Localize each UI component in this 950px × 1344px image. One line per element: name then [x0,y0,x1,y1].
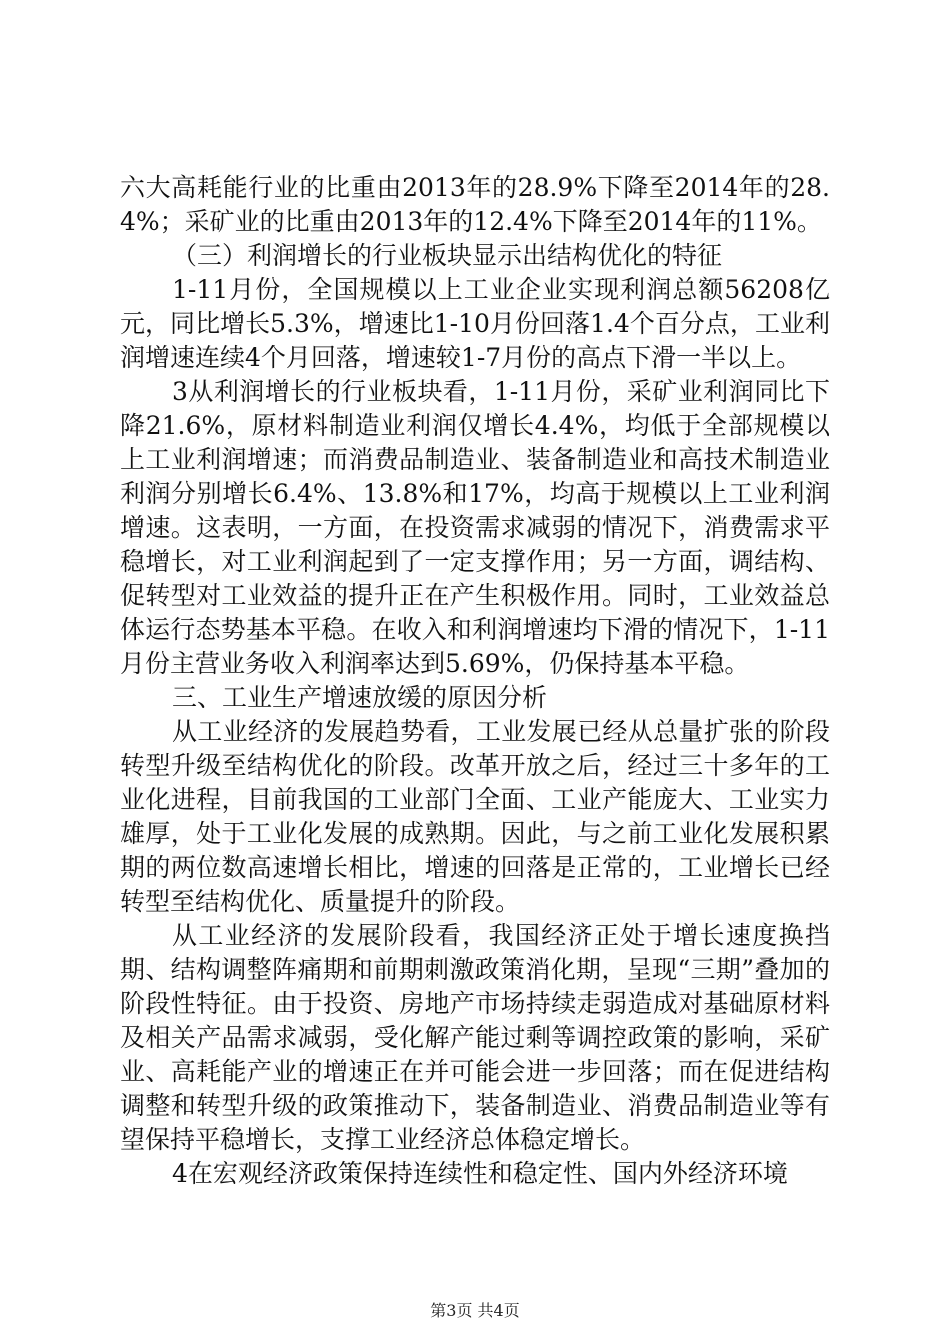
page-number-footer: 第3页 共4页 [430,1301,520,1320]
paragraph-profit-total: 1-11月份，全国规模以上工业企业实现利润总额56208亿元，同比增长5.3%，增速比1-10月份回落1.4个百分点，工业利润增速连续4个月回落，增速较1-7月份的高点下滑一半以上。 [120,275,830,372]
section-heading-slowdown-reasons: 三、工业生产增速放缓的原因分析 [172,683,548,712]
paragraph-profit-sectors: 3从利润增长的行业板块看，1-11月份，采矿业利润同比下降21.6%，原材料制造业利润仅增长4.4%，均低于全部规模以上工业利润增速；而消费品制造业、装备制造业和高技术制造业利润分别增长6.4%、13.8%和17%，均高于规模以上工业利润增速。这表明，一方面，在投资需求减弱的情况下，消费需求平稳增长，对工业利润起到了一定支撑作用；另一方面，调结构、促转型对工业效益的提升正在产生积极作用。同时，工业效益总体运行态势基本平稳。在收入和利润增速均下滑的情况下，1-11月份主营业务收入利润率达到5.69%，仍保持基本平稳。 [120,377,830,678]
section-heading-profit-structure: （三）利润增长的行业板块显示出结构优化的特征 [172,241,723,270]
paragraph-development-trend: 从工业经济的发展趋势看，工业发展已经从总量扩张的阶段转型升级至结构优化的阶段。改革开放之后，经过三十多年的工业化进程，目前我国的工业部门全面、工业产能庞大、工业实力雄厚，处于工业化发展的成熟期。因此，与之前工业化发展积累期的两位数高速增长相比，增速的回落是正常的，工业增长已经转型至结构优化、质量提升的阶段。 [120,717,830,916]
paragraph-development-stage: 从工业经济的发展阶段看，我国经济正处于增长速度换挡期、结构调整阵痛期和前期刺激政策消化期，呈现“三期”叠加的阶段性特征。由于投资、房地产市场持续走弱造成对基础原材料及相关产品需求减弱，受化解产能过剩等调控政策的影响，采矿业、高耗能产业的增速正在并可能会进一步回落；而在促进结构调整和转型升级的政策推动下，装备制造业、消费品制造业等有望保持平稳增长，支撑工业经济总体稳定增长。 [120,921,830,1154]
paragraph-1: 六大高耗能行业的比重由2013年的28.9%下降至2014年的28.4%；采矿业的比重由2013年的12.4%下降至2014年的11%。 [120,173,830,236]
document-body [120,171,830,1191]
paragraph-macro-policy: 4在宏观经济政策保持连续性和稳定性、国内外经济环境 [172,1159,788,1188]
